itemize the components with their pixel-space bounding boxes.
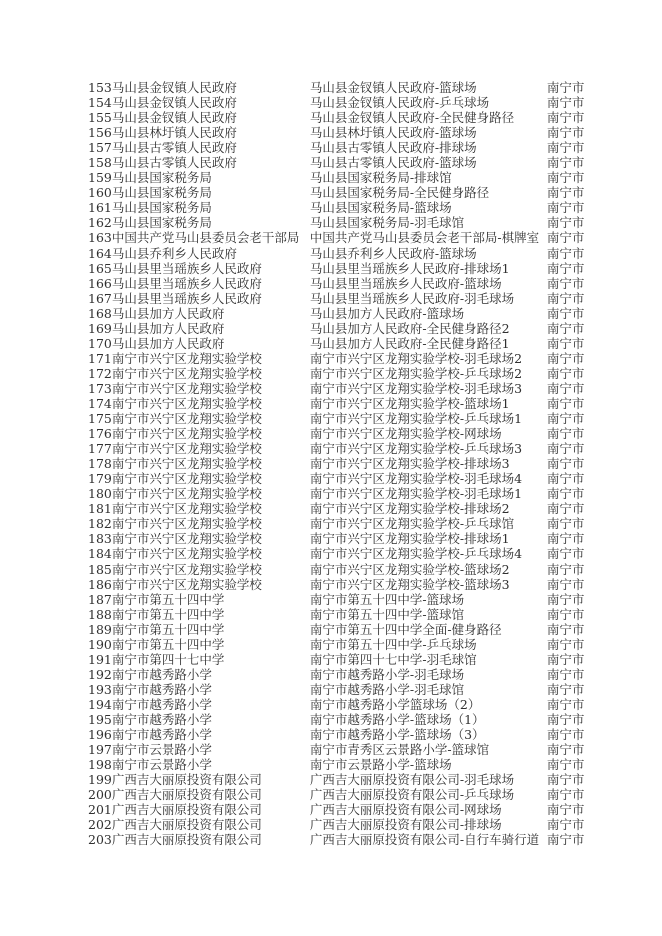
city-name-cell: 南宁市 — [546, 757, 585, 773]
row-number-cell: 183 — [88, 531, 112, 547]
table-row — [88, 471, 648, 486]
facility-name-cell: 马山县里当瑶族乡人民政府-排球场1 — [309, 260, 510, 276]
table-row — [88, 170, 648, 185]
city-name-cell: 南宁市 — [546, 651, 585, 667]
city-name-cell: 南宁市 — [546, 742, 585, 758]
organization-name-cell: 马山县里当瑶族乡人民政府 — [111, 260, 262, 276]
table-row — [88, 110, 648, 125]
row-number-cell: 172 — [88, 365, 112, 381]
city-name-cell: 南宁市 — [546, 696, 585, 712]
organization-name-cell: 南宁市兴宁区龙翔实验学校 — [111, 395, 262, 411]
row-number-cell: 155 — [88, 110, 112, 126]
facility-name-cell: 南宁市越秀路小学-篮球场（3） — [309, 727, 485, 743]
facility-name-cell: 南宁市青秀区云景路小学-篮球馆 — [309, 742, 490, 758]
organization-name-cell: 南宁市兴宁区龙翔实验学校 — [111, 441, 262, 457]
facility-name-cell: 马山县乔利乡人民政府-篮球场 — [309, 245, 477, 261]
facility-name-cell: 马山县国家税务局-篮球场 — [309, 200, 452, 216]
table-row — [88, 592, 648, 607]
city-name-cell: 南宁市 — [546, 155, 585, 171]
table-row — [88, 501, 648, 516]
row-number-cell: 157 — [88, 140, 112, 156]
facility-name-cell: 南宁市兴宁区龙翔实验学校-排球场1 — [309, 531, 510, 547]
facility-name-cell: 南宁市兴宁区龙翔实验学校-排球场2 — [309, 501, 510, 517]
facility-name-cell: 广西吉大丽原投资有限公司-乒乓球场 — [309, 787, 515, 803]
facility-name-cell: 南宁市兴宁区龙翔实验学校-羽毛球场3 — [309, 380, 523, 396]
row-number-cell: 153 — [88, 80, 112, 95]
facility-name-cell: 广西吉大丽原投资有限公司-排球场 — [309, 817, 502, 833]
row-number-cell: 171 — [88, 350, 112, 366]
row-number-cell: 163 — [88, 230, 112, 246]
city-name-cell: 南宁市 — [546, 275, 585, 291]
row-number-cell: 202 — [88, 817, 112, 833]
row-number-cell: 175 — [88, 411, 112, 427]
row-number-cell: 159 — [88, 170, 112, 186]
organization-name-cell: 广西吉大丽原投资有限公司 — [111, 772, 262, 788]
table-row — [88, 321, 648, 336]
table-row — [88, 727, 648, 742]
organization-name-cell: 南宁市第五十四中学 — [111, 621, 225, 637]
row-number-cell: 166 — [88, 275, 112, 291]
city-name-cell: 南宁市 — [546, 727, 585, 743]
facility-name-cell: 南宁市越秀路小学-羽毛球馆 — [309, 681, 465, 697]
city-name-cell: 南宁市 — [546, 426, 585, 442]
row-number-cell: 169 — [88, 320, 112, 336]
facility-table — [88, 80, 648, 847]
table-row — [88, 306, 648, 321]
facility-name-cell: 南宁市兴宁区龙翔实验学校-羽毛球场4 — [309, 471, 523, 487]
table-row — [88, 396, 648, 411]
organization-name-cell: 广西吉大丽原投资有限公司 — [111, 832, 262, 848]
table-row — [88, 215, 648, 230]
row-number-cell: 187 — [88, 591, 112, 607]
city-name-cell: 南宁市 — [546, 395, 585, 411]
facility-name-cell: 南宁市兴宁区龙翔实验学校-羽毛球场2 — [309, 350, 523, 366]
organization-name-cell: 南宁市兴宁区龙翔实验学校 — [111, 350, 262, 366]
city-name-cell: 南宁市 — [546, 516, 585, 532]
city-name-cell: 南宁市 — [546, 772, 585, 788]
facility-name-cell: 马山县古零镇人民政府-排球场 — [309, 140, 477, 156]
facility-name-cell: 广西吉大丽原投资有限公司-网球场 — [309, 802, 502, 818]
row-number-cell: 178 — [88, 456, 112, 472]
row-number-cell: 173 — [88, 380, 112, 396]
organization-name-cell: 马山县古零镇人民政府 — [111, 140, 237, 156]
organization-name-cell: 南宁市兴宁区龙翔实验学校 — [111, 501, 262, 517]
organization-name-cell: 南宁市兴宁区龙翔实验学校 — [111, 486, 262, 502]
table-row — [88, 607, 648, 622]
row-number-cell: 161 — [88, 200, 112, 216]
city-name-cell: 南宁市 — [546, 576, 585, 592]
organization-name-cell: 马山县加方人民政府 — [111, 305, 225, 321]
organization-name-cell: 南宁市第五十四中学 — [111, 636, 225, 652]
city-name-cell: 南宁市 — [546, 666, 585, 682]
row-number-cell: 165 — [88, 260, 112, 276]
organization-name-cell: 广西吉大丽原投资有限公司 — [111, 817, 262, 833]
facility-name-cell: 南宁市兴宁区龙翔实验学校-篮球场3 — [309, 576, 510, 592]
city-name-cell: 南宁市 — [546, 305, 585, 321]
city-name-cell: 南宁市 — [546, 245, 585, 261]
facility-name-cell: 南宁市兴宁区龙翔实验学校-羽毛球场1 — [309, 486, 523, 502]
facility-name-cell: 中国共产党马山县委员会老干部局-棋牌室 — [309, 230, 540, 246]
organization-name-cell: 马山县国家税务局 — [111, 200, 212, 216]
table-row — [88, 366, 648, 381]
table-row — [88, 682, 648, 697]
facility-name-cell: 马山县里当瑶族乡人民政府-篮球场 — [309, 275, 502, 291]
organization-name-cell: 南宁市越秀路小学 — [111, 727, 212, 743]
city-name-cell: 南宁市 — [546, 380, 585, 396]
organization-name-cell: 南宁市第四十七中学 — [111, 651, 225, 667]
city-name-cell: 南宁市 — [546, 606, 585, 622]
facility-name-cell: 广西吉大丽原投资有限公司-自行车骑行道 — [309, 832, 540, 848]
facility-name-cell: 南宁市兴宁区龙翔实验学校-排球场3 — [309, 456, 510, 472]
facility-name-cell: 马山县里当瑶族乡人民政府-羽毛球场 — [309, 290, 515, 306]
row-number-cell: 193 — [88, 681, 112, 697]
facility-name-cell: 南宁市兴宁区龙翔实验学校-乒乓球场4 — [309, 546, 523, 562]
organization-name-cell: 马山县里当瑶族乡人民政府 — [111, 275, 262, 291]
city-name-cell: 南宁市 — [546, 80, 585, 95]
row-number-cell: 192 — [88, 666, 112, 682]
facility-name-cell: 南宁市兴宁区龙翔实验学校-乒乓球馆 — [309, 516, 515, 532]
row-number-cell: 167 — [88, 290, 112, 306]
organization-name-cell: 南宁市兴宁区龙翔实验学校 — [111, 516, 262, 532]
organization-name-cell: 马山县加方人民政府 — [111, 320, 225, 336]
organization-name-cell: 南宁市云景路小学 — [111, 742, 212, 758]
row-number-cell: 176 — [88, 426, 112, 442]
row-number-cell: 200 — [88, 787, 112, 803]
city-name-cell: 南宁市 — [546, 200, 585, 216]
table-row — [88, 652, 648, 667]
facility-name-cell: 马山县国家税务局-全民健身路径 — [309, 185, 490, 201]
row-number-cell: 197 — [88, 742, 112, 758]
table-row — [88, 125, 648, 140]
facility-name-cell: 马山县古零镇人民政府-篮球场 — [309, 155, 477, 171]
table-row — [88, 185, 648, 200]
organization-name-cell: 马山县里当瑶族乡人民政府 — [111, 290, 262, 306]
organization-name-cell: 南宁市兴宁区龙翔实验学校 — [111, 380, 262, 396]
row-number-cell: 164 — [88, 245, 112, 261]
row-number-cell: 180 — [88, 486, 112, 502]
city-name-cell: 南宁市 — [546, 335, 585, 351]
row-number-cell: 184 — [88, 546, 112, 562]
row-number-cell: 156 — [88, 125, 112, 141]
organization-name-cell: 马山县林圩镇人民政府 — [111, 125, 237, 141]
city-name-cell: 南宁市 — [546, 531, 585, 547]
table-row — [88, 246, 648, 261]
table-row — [88, 381, 648, 396]
organization-name-cell: 南宁市越秀路小学 — [111, 681, 212, 697]
facility-name-cell: 南宁市越秀路小学篮球场（2） — [309, 696, 481, 712]
city-name-cell: 南宁市 — [546, 411, 585, 427]
facility-name-cell: 马山县国家税务局-羽毛球馆 — [309, 215, 465, 231]
facility-name-cell: 马山县国家税务局-排球馆 — [309, 170, 452, 186]
table-row — [88, 276, 648, 291]
facility-name-cell: 马山县林圩镇人民政府-篮球场 — [309, 125, 477, 141]
row-number-cell: 181 — [88, 501, 112, 517]
table-row — [88, 832, 648, 847]
city-name-cell: 南宁市 — [546, 230, 585, 246]
table-row — [88, 712, 648, 727]
facility-name-cell: 马山县加方人民政府-全民健身路径2 — [309, 320, 510, 336]
organization-name-cell: 南宁市兴宁区龙翔实验学校 — [111, 546, 262, 562]
row-number-cell: 189 — [88, 621, 112, 637]
organization-name-cell: 中国共产党马山县委员会老干部局 — [111, 230, 300, 246]
row-number-cell: 203 — [88, 832, 112, 848]
facility-name-cell: 广西吉大丽原投资有限公司-羽毛球场 — [309, 772, 515, 788]
table-row — [88, 291, 648, 306]
organization-name-cell: 马山县金钗镇人民政府 — [111, 95, 237, 111]
facility-name-cell: 马山县金钗镇人民政府-全民健身路径 — [309, 110, 515, 126]
table-row — [88, 351, 648, 366]
organization-name-cell: 马山县国家税务局 — [111, 215, 212, 231]
facility-name-cell: 南宁市第五十四中学-篮球场 — [309, 591, 465, 607]
table-row — [88, 95, 648, 110]
facility-name-cell: 南宁市兴宁区龙翔实验学校-网球场 — [309, 426, 502, 442]
row-number-cell: 185 — [88, 561, 112, 577]
city-name-cell: 南宁市 — [546, 787, 585, 803]
organization-name-cell: 广西吉大丽原投资有限公司 — [111, 787, 262, 803]
city-name-cell: 南宁市 — [546, 320, 585, 336]
facility-name-cell: 南宁市兴宁区龙翔实验学校-篮球场2 — [309, 561, 510, 577]
table-row — [88, 622, 648, 637]
row-number-cell: 158 — [88, 155, 112, 171]
city-name-cell: 南宁市 — [546, 636, 585, 652]
table-row — [88, 155, 648, 170]
table-row — [88, 336, 648, 351]
city-name-cell: 南宁市 — [546, 125, 585, 141]
city-name-cell: 南宁市 — [546, 185, 585, 201]
organization-name-cell: 南宁市兴宁区龙翔实验学校 — [111, 561, 262, 577]
row-number-cell: 182 — [88, 516, 112, 532]
city-name-cell: 南宁市 — [546, 561, 585, 577]
city-name-cell: 南宁市 — [546, 365, 585, 381]
table-row — [88, 80, 648, 95]
organization-name-cell: 南宁市第五十四中学 — [111, 606, 225, 622]
facility-name-cell: 南宁市兴宁区龙翔实验学校-乒乓球场2 — [309, 365, 523, 381]
organization-name-cell: 马山县金钗镇人民政府 — [111, 110, 237, 126]
row-number-cell: 174 — [88, 395, 112, 411]
city-name-cell: 南宁市 — [546, 140, 585, 156]
table-row — [88, 456, 648, 471]
organization-name-cell: 南宁市越秀路小学 — [111, 666, 212, 682]
city-name-cell: 南宁市 — [546, 290, 585, 306]
city-name-cell: 南宁市 — [546, 832, 585, 848]
facility-name-cell: 南宁市云景路小学-篮球场 — [309, 757, 452, 773]
city-name-cell: 南宁市 — [546, 170, 585, 186]
row-number-cell: 170 — [88, 335, 112, 351]
city-name-cell: 南宁市 — [546, 591, 585, 607]
organization-name-cell: 南宁市云景路小学 — [111, 757, 212, 773]
city-name-cell: 南宁市 — [546, 681, 585, 697]
facility-name-cell: 南宁市第五十四中学-篮球馆 — [309, 606, 465, 622]
table-row — [88, 261, 648, 276]
row-number-cell: 179 — [88, 471, 112, 487]
facility-name-cell: 马山县加方人民政府-篮球场 — [309, 305, 465, 321]
table-row — [88, 426, 648, 441]
city-name-cell: 南宁市 — [546, 456, 585, 472]
table-row — [88, 516, 648, 531]
table-row — [88, 772, 648, 787]
city-name-cell: 南宁市 — [546, 802, 585, 818]
facility-name-cell: 南宁市兴宁区龙翔实验学校-篮球场1 — [309, 395, 510, 411]
city-name-cell: 南宁市 — [546, 817, 585, 833]
table-row — [88, 200, 648, 215]
city-name-cell: 南宁市 — [546, 621, 585, 637]
table-row — [88, 757, 648, 772]
city-name-cell: 南宁市 — [546, 260, 585, 276]
row-number-cell: 160 — [88, 185, 112, 201]
city-name-cell: 南宁市 — [546, 95, 585, 111]
city-name-cell: 南宁市 — [546, 486, 585, 502]
row-number-cell: 201 — [88, 802, 112, 818]
organization-name-cell: 南宁市越秀路小学 — [111, 696, 212, 712]
table-row — [88, 802, 648, 817]
city-name-cell: 南宁市 — [546, 350, 585, 366]
organization-name-cell: 南宁市兴宁区龙翔实验学校 — [111, 411, 262, 427]
city-name-cell: 南宁市 — [546, 711, 585, 727]
city-name-cell: 南宁市 — [546, 501, 585, 517]
row-number-cell: 154 — [88, 95, 112, 111]
organization-name-cell: 南宁市兴宁区龙翔实验学校 — [111, 531, 262, 547]
facility-name-cell: 南宁市兴宁区龙翔实验学校-乒乓球场1 — [309, 411, 523, 427]
organization-name-cell: 南宁市兴宁区龙翔实验学校 — [111, 426, 262, 442]
table-row — [88, 411, 648, 426]
organization-name-cell: 南宁市兴宁区龙翔实验学校 — [111, 365, 262, 381]
facility-name-cell: 南宁市第四十七中学-羽毛球馆 — [309, 651, 477, 667]
table-row — [88, 667, 648, 682]
facility-name-cell: 南宁市第五十四中学全面-健身路径 — [309, 621, 502, 637]
table-row — [88, 486, 648, 501]
organization-name-cell: 广西吉大丽原投资有限公司 — [111, 802, 262, 818]
row-number-cell: 198 — [88, 757, 112, 773]
row-number-cell: 196 — [88, 727, 112, 743]
row-number-cell: 188 — [88, 606, 112, 622]
facility-name-cell: 南宁市越秀路小学-篮球场（1） — [309, 711, 485, 727]
organization-name-cell: 南宁市兴宁区龙翔实验学校 — [111, 456, 262, 472]
table-row — [88, 697, 648, 712]
organization-name-cell: 南宁市越秀路小学 — [111, 711, 212, 727]
organization-name-cell: 马山县加方人民政府 — [111, 335, 225, 351]
city-name-cell: 南宁市 — [546, 215, 585, 231]
table-row — [88, 787, 648, 802]
city-name-cell: 南宁市 — [546, 441, 585, 457]
table-row — [88, 546, 648, 561]
row-number-cell: 168 — [88, 305, 112, 321]
organization-name-cell: 南宁市第五十四中学 — [111, 591, 225, 607]
city-name-cell: 南宁市 — [546, 471, 585, 487]
organization-name-cell: 马山县乔利乡人民政府 — [111, 245, 237, 261]
organization-name-cell: 南宁市兴宁区龙翔实验学校 — [111, 576, 262, 592]
row-number-cell: 162 — [88, 215, 112, 231]
row-number-cell: 195 — [88, 711, 112, 727]
organization-name-cell: 南宁市兴宁区龙翔实验学校 — [111, 471, 262, 487]
row-number-cell: 191 — [88, 651, 112, 667]
row-number-cell: 190 — [88, 636, 112, 652]
organization-name-cell: 马山县国家税务局 — [111, 170, 212, 186]
table-row — [88, 140, 648, 155]
table-row — [88, 230, 648, 245]
table-row — [88, 817, 648, 832]
facility-name-cell: 马山县金钗镇人民政府-乒乓球场 — [309, 95, 490, 111]
row-number-cell: 199 — [88, 772, 112, 788]
table-row — [88, 577, 648, 592]
table-row — [88, 562, 648, 577]
table-row — [88, 441, 648, 456]
row-number-cell: 177 — [88, 441, 112, 457]
organization-name-cell: 马山县古零镇人民政府 — [111, 155, 237, 171]
city-name-cell: 南宁市 — [546, 110, 585, 126]
facility-name-cell: 马山县加方人民政府-全民健身路径1 — [309, 335, 510, 351]
facility-name-cell: 南宁市第五十四中学-乒乓球场 — [309, 636, 477, 652]
facility-name-cell: 南宁市兴宁区龙翔实验学校-乒乓球场3 — [309, 441, 523, 457]
facility-name-cell: 马山县金钗镇人民政府-篮球场 — [309, 80, 477, 95]
city-name-cell: 南宁市 — [546, 546, 585, 562]
organization-name-cell: 马山县国家税务局 — [111, 185, 212, 201]
facility-name-cell: 南宁市越秀路小学-羽毛球场 — [309, 666, 465, 682]
row-number-cell: 194 — [88, 696, 112, 712]
table-row — [88, 742, 648, 757]
organization-name-cell: 马山县金钗镇人民政府 — [111, 80, 237, 95]
table-row — [88, 637, 648, 652]
table-row — [88, 531, 648, 546]
row-number-cell: 186 — [88, 576, 112, 592]
